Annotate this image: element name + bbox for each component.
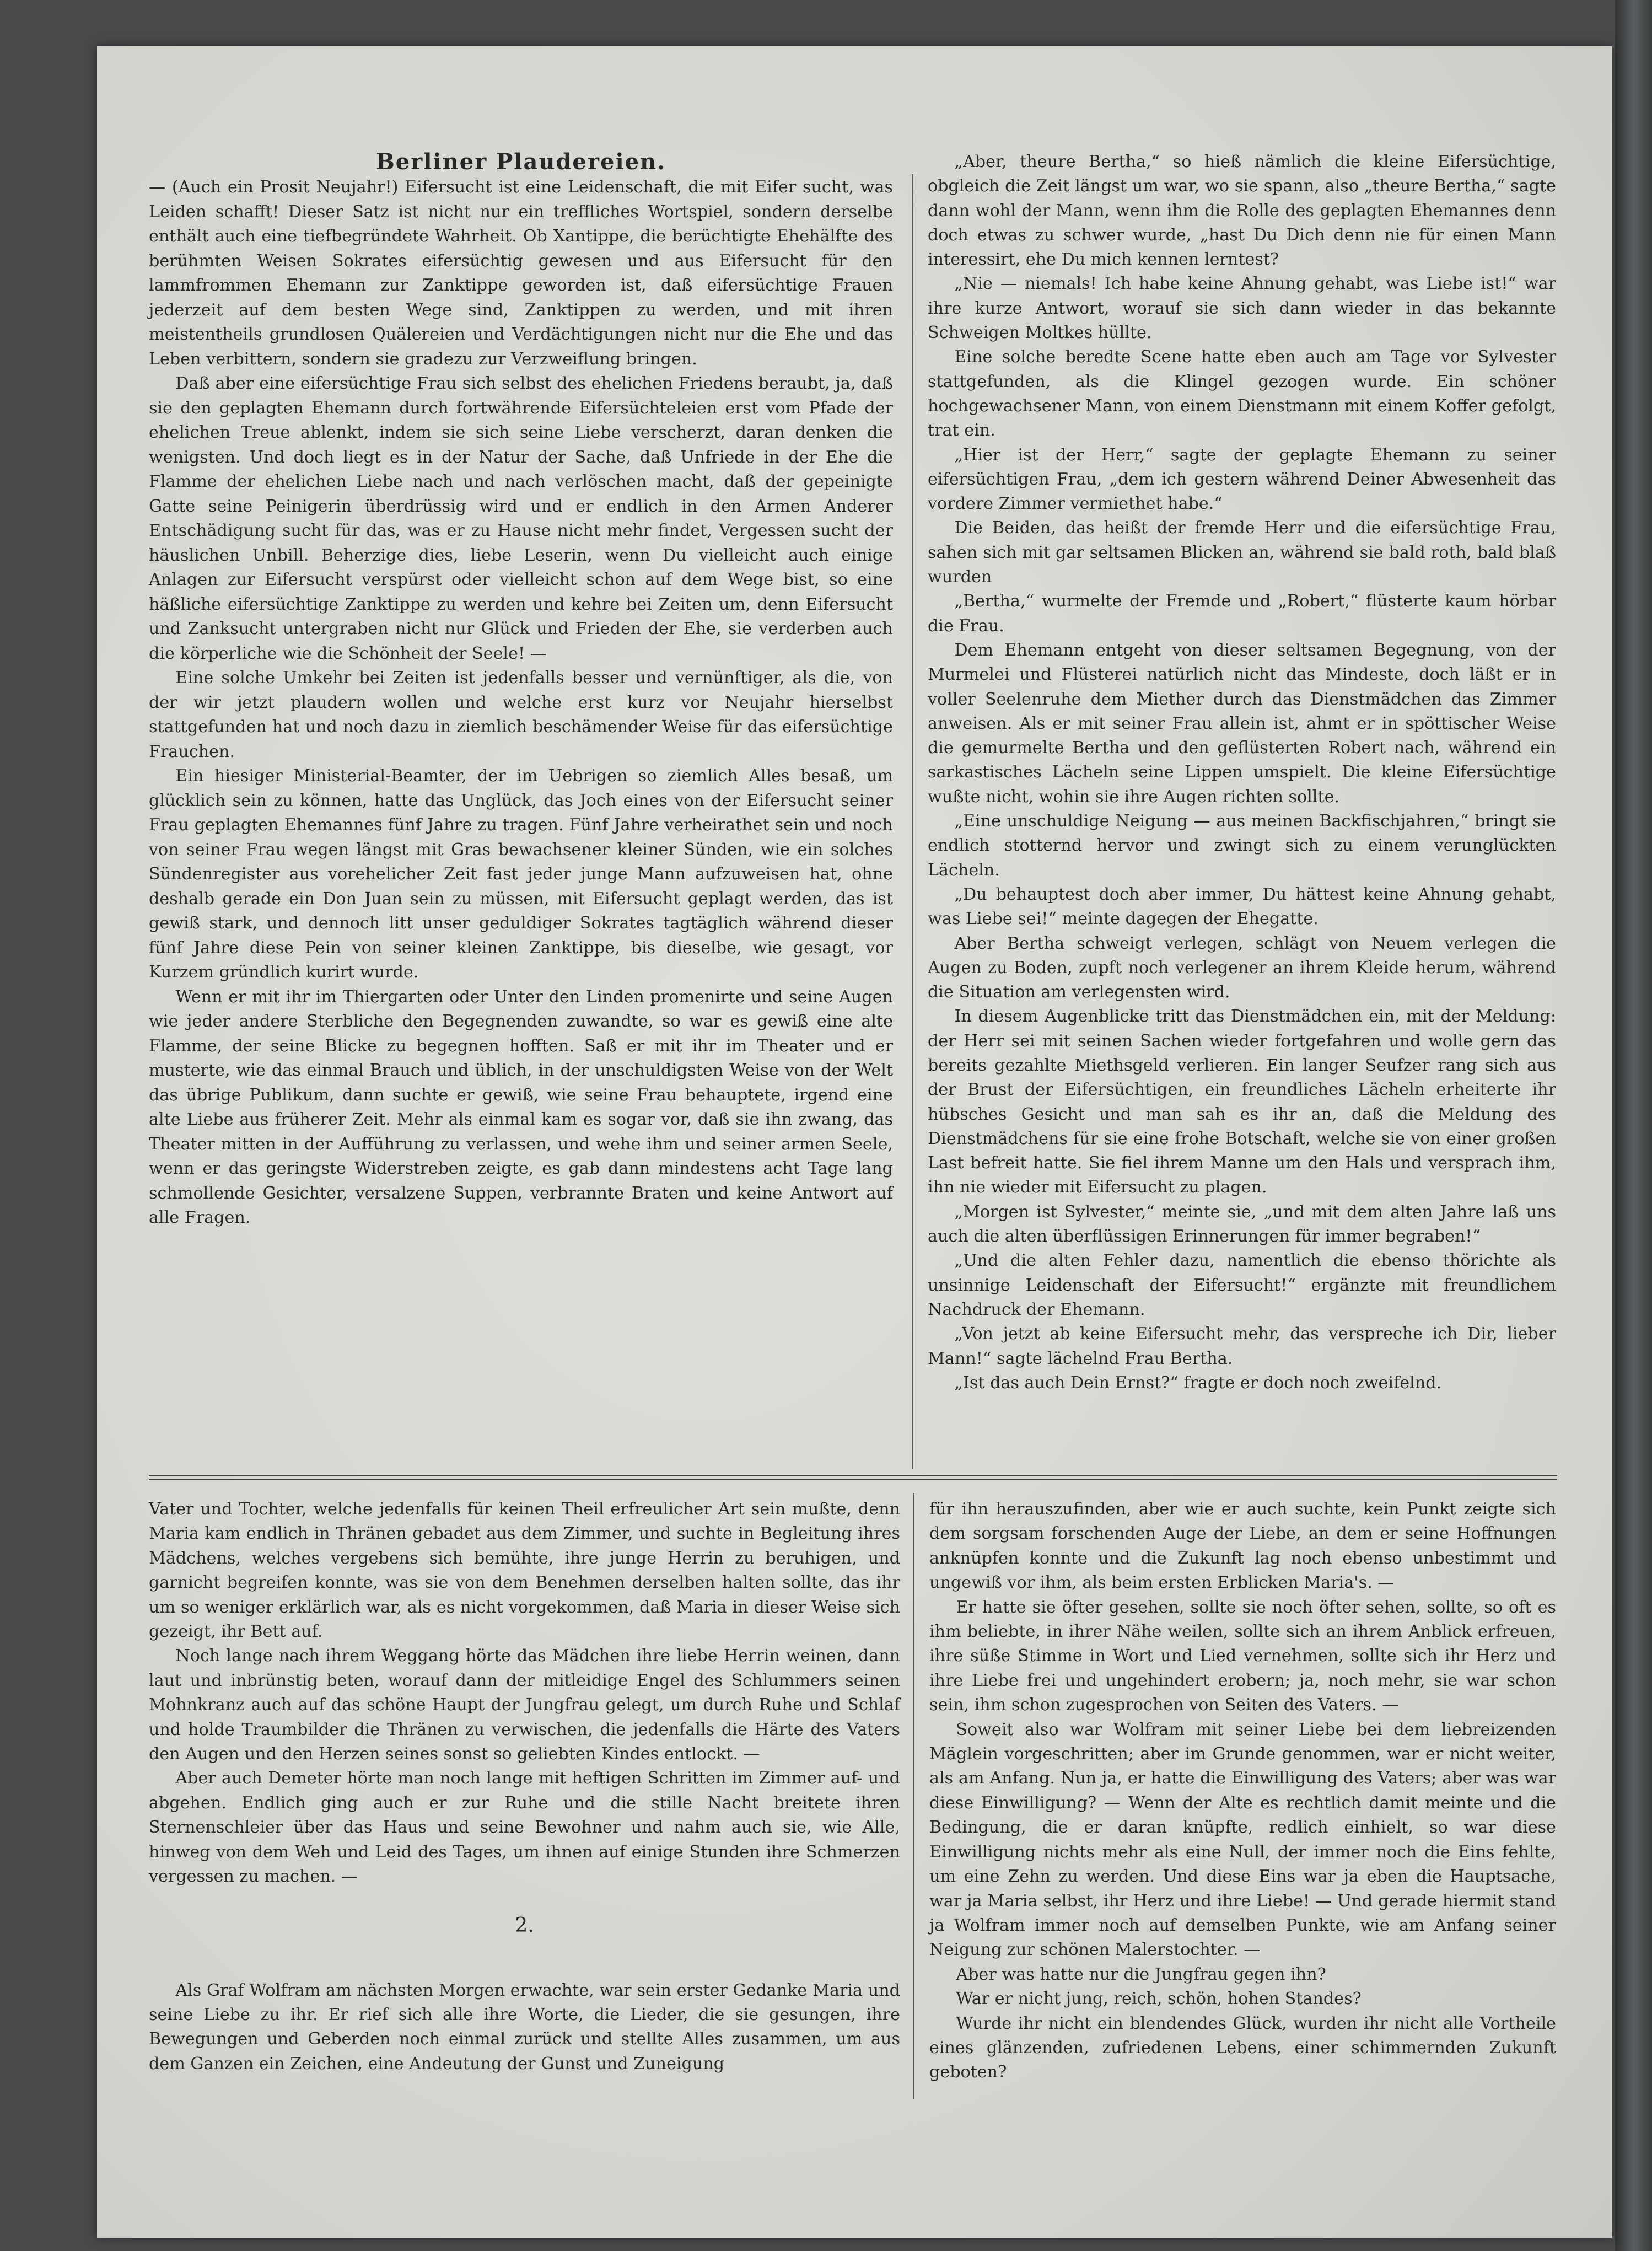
section-separator-rule xyxy=(149,1475,1557,1480)
paragraph: Vater und Tochter, welche jedenfalls für keinen Theil erfreulicher Art sein mußte, denn Maria kam endlich in Thränen gebadet aus dem Zimmer, und suchte in Begleitung ihres Mädchens, welches vergebens sich bemühte, ihre junge Herrin zu beruhigen, und garnicht begreifen konnte, was sie von dem Benehmen derselben halten sollte, das ihr um so weniger erklärlich war, als es nicht vorgekommen, daß Maria in dieser Weise sich gezeigt, ihr Bett auf. xyxy=(149,1500,900,1642)
paragraph: „Und die alten Fehler dazu, namentlich die ebenso thörichte als unsinnige Leidenschaft der Eifersucht!“ ergänzte mit freundlichem Nachdruck der Ehemann. xyxy=(928,1251,1556,1319)
paragraph: Aber Bertha schweigt verlegen, schlägt von Neuem verlegen die Augen zu Boden, zupft noch verlegener an ihrem Kleide herum, während die Situation am verlegensten wird. xyxy=(928,933,1556,1002)
lower-left-column xyxy=(149,1497,900,2076)
paragraph: „Ist das auch Dein Ernst?“ fragte er doch noch zweifelnd. xyxy=(954,1373,1442,1393)
paragraph: „Aber, theure Bertha,“ so hieß nämlich die kleine Eifersüchtige, obgleich die Zeit längst um war, wo sie spann, also „theure Bertha,“ sagte dann wohl der Mann, wenn ihm die Rolle des geplagten Ehemannes denn doch etwas zu schwer wurde, „hast Du Dich denn nie für einen Mann interessirt, ehe Du mich kennen lerntest? xyxy=(928,152,1556,270)
paragraph: Daß aber eine eifersüchtige Frau sich selbst des ehelichen Friedens beraubt, ja, daß sie den geplagten Ehemann durch fortwährende Eifersüchteleien erst vom Pfade der ehelichen Treue ablenkt, indem sie sich seine Liebe verscherzt, daran denken die wenigsten. Und doch liegt es in der Natur der Sache, daß Unfriede in der Ehe die Flamme der ehelichen Liebe nach und nach verlöschen macht, daß der gepeinigte Gatte seine Peinigerin überdrüssig wird und er endlich in den Armen Anderer Entschädigung sucht für das, was er zu Hause nicht mehr findet, Vergessen sucht der häuslichen Unbill. Beherzige dies, liebe Leserin, wenn Du vielleicht auch einige Anlagen zur Eifersucht verspürst oder vielleicht schon auf dem Wege bist, so eine häßliche eifersüchtige Zanktippe zu werden und kehre bei Zeiten um, denn Eifersucht und Zanksucht untergraben nicht nur Glück und Frieden der Ehe, sie verderben auch die körperliche wie die Schönheit der Seele! — xyxy=(149,374,893,663)
paragraph: Dem Ehemann entgeht von dieser seltsamen Begegnung, von der Murmelei und Flüsterei natürlich nicht das Mindeste, doch läßt er in voller Seelenruhe dem Miether durch das Dienstmädchen das Zimmer anweisen. Als er mit seiner Frau allein ist, ahmt er in spöttischer Weise die gemurmelte Bertha und den geflüsterten Robert nach, während ein sarkastisches Lächeln seine Lippen umspielt. Die kleine Eifersüchtige wußte nicht, wohin sie ihre Augen richten sollte. xyxy=(928,640,1556,807)
article-title: Berliner Plaudereien. xyxy=(375,149,666,175)
paragraph: Eine solche beredte Scene hatte eben auch am Tage vor Sylvester stattgefunden, als die Klingel gezogen wurde. Ein schöner hochgewachsener Mann, von einem Dienstmann mit einem Koffer gefolgt, trat ein. xyxy=(928,347,1556,440)
paragraph: „Nie — niemals! Ich habe keine Ahnung gehabt, was Liebe ist!“ war ihre kurze Antwort, worauf sie sich dann wieder in das bekannte Schweigen Moltkes hüllte. xyxy=(928,274,1556,343)
scanner-background-edge xyxy=(1615,0,1652,2251)
paragraph: Er hatte sie öfter gesehen, sollte sie noch öfter sehen, sollte, so oft es ihm beliebte, in ihrer Nähe weilen, sollte sich an ihrem Anblick erfreuen, ihre süße Stimme in Wort und Lied vernehmen, sollte sich ihr Herz und ihre Liebe frei und ungehindert erobern; ja, noch mehr, sie war schon sein, ihm schon zugesprochen von Seiten des Vaters. — xyxy=(929,1597,1556,1715)
paragraph: Noch lange nach ihrem Weggang hörte das Mädchen ihre liebe Herrin weinen, dann laut und inbrünstig beten, worauf dann der mitleidige Engel des Schlummers seinen Mohnkranz auch auf das schöne Haupt der Jungfrau gelegt, um durch Ruhe und Schlaf und holde Traumbilder die Thränen zu verwischen, die jedenfalls die Härte des Vaters den Augen und den Herzen seines sonst so geliebten Kindes entlockt. — xyxy=(149,1646,900,1764)
paragraph: „Du behauptest doch aber immer, Du hättest keine Ahnung gehabt, was Liebe sei!“ meinte dagegen der Ehegatte. xyxy=(928,884,1556,929)
paragraph: Soweit also war Wolfram mit seiner Liebe bei dem liebreizenden Mäglein vorgeschritten; aber im Grunde genommen, war er nicht weiter, als am Anfang. Nun ja, er hatte die Einwilligung des Vaters; aber was war diese Einwilligung? — Wenn der Alte es rechtlich damit meinte und die Bedingung, die er daran knüpfte, redlich einhielt, so war diese Einwilligung nichts mehr als eine Null, der immer noch die Eins fehlte, um eine Zehn zu werden. Und diese Eins war ja eben die Hauptsache, war ja Maria selbst, ihr Herz und ihre Liebe! — Und gerade hiermit stand ja Wolfram immer noch auf demselben Punkte, wie am Anfang seiner Neigung zur schönen Malerstochter. — xyxy=(929,1720,1556,1960)
paragraph: „Morgen ist Sylvester,“ meinte sie, „und mit dem alten Jahre laß uns auch die alten überflüssigen Erinnerungen für immer begraben!“ xyxy=(928,1202,1556,1247)
paragraph: „Eine unschuldige Neigung — aus meinen Backfischjahren,“ bringt sie endlich stotternd hervor und zwingt sich zu einem verunglückten Lächeln. xyxy=(928,812,1556,880)
paragraph: „Von jetzt ab keine Eifersucht mehr, das verspreche ich Dir, lieber Mann!“ sagte lächelnd Frau Bertha. xyxy=(928,1324,1556,1368)
lower-right-column xyxy=(929,1497,1556,2085)
paragraph: Wurde ihr nicht ein blendendes Glück, wurden ihr nicht alle Vortheile eines glänzenden, zufriedenen Lebens, einer schimmernden Zukunft geboten? xyxy=(929,2013,1556,2082)
paragraph: für ihn herauszufinden, aber wie er auch suchte, kein Punkt zeigte sich dem sorgsam forschenden Auge der Liebe, an dem er seine Hoffnungen anknüpfen konnte und die Zukunft lag noch ebenso unbestimmt und ungewiß vor ihm, als beim ersten Erblicken Maria's. — xyxy=(929,1500,1556,1593)
paragraph: Wenn er mit ihr im Thiergarten oder Unter den Linden promenirte und seine Augen wie jeder andere Sterbliche den Begegnenden zuwandte, so war es gewiß eine alte Flamme, der seine Blicke zu begegnen hofften. Saß er mit ihr im Theater und er musterte, wie das einmal Brauch und üblich, in der unschuldigsten Weise von der Welt das übrige Publikum, dann suchte er gewiß, wie seine Frau behauptete, irgend eine alte Liebe aus früherer Zeit. Mehr als einmal kam es sogar vor, daß sie ihn zwang, das Theater mitten in der Aufführung zu verlassen, und wehe ihm und seiner armen Seele, wenn er das geringste Widerstreben zeigte, es gab dann mindestens acht Tage lang schmollende Gesichter, versalzene Suppen, verbrannte Braten und keine Antwort auf alle Fragen. xyxy=(149,987,893,1227)
paragraph: War er nicht jung, reich, schön, hohen Standes? xyxy=(956,1989,1362,2009)
paragraph: Als Graf Wolfram am nächsten Morgen erwachte, war sein erster Gedanke Maria und seine Liebe zu ihr. Er rief sich alle ihre Worte, die Lieder, die sie gesungen, ihre Bewegungen und Geberden noch einmal zurück und stellte Alles zusammen, um aus dem Ganzen ein Zeichen, eine Andeutung der Gunst und Zuneigung xyxy=(149,1980,900,2073)
paragraph: „Bertha,“ wurmelte der Fremde und „Robert,“ flüsterte kaum hörbar die Frau. xyxy=(928,592,1556,636)
upper-right-column xyxy=(928,150,1556,1395)
column-divider-upper xyxy=(912,174,913,1469)
column-divider-lower xyxy=(913,1493,914,2099)
paragraph: In diesem Augenblicke tritt das Dienstmädchen ein, mit der Meldung: der Herr sei mit seinen Sachen wieder fortgefahren und wolle gern das bereits gezahlte Miethsgeld verlieren. Ein langer Seufzer rang sich aus der Brust der Eifersüchtigen, ein freundliches Lächeln erheiterte ihr hübsches Gesicht und man sah es ihr an, daß die Meldung des Dienstmädchens für sie eine frohe Botschaft, welche sie von einer großen Last befreit hatte. Sie fiel ihrem Manne um den Hals und versprach ihm, ihn nie wieder mit Eifersucht zu plagen. xyxy=(928,1007,1556,1197)
paragraph: Aber auch Demeter hörte man noch lange mit heftigen Schritten im Zimmer auf- und abgehen. Endlich ging auch er zur Ruhe und die stille Nacht breitete ihren Sternenschleier über das Haus und seine Bewohner und nahm auch sie, wie Alle, hinweg von dem Weh und Leid des Tages, um ihnen auf einige Stunden ihre Schmerzen vergessen zu machen. — xyxy=(149,1769,900,1887)
paragraph: — (Auch ein Prosit Neujahr!) Eifersucht ist eine Leidenschaft, die mit Eifer sucht, was Leiden schafft! Dieser Satz ist nicht nur ein treffliches Wortspiel, sondern derselbe enthält auch eine tiefbegründete Wahrheit. Ob Xantippe, die berüchtigte Ehehälfte des berühmten Weisen Sokrates eifersüchtig gewesen und aus Eifersucht für den lammfrommen Ehemann zur Zanktippe geworden ist, daß eifersüchtige Frauen jederzeit auf dem besten Wege sind, Zanktippen zu werden, und mit ihren meistentheils grundlosen Quälereien und Verdächtigungen nicht nur die Ehe und das Leben verbittern, sondern sie gradezu zur Verzweiflung bringen. xyxy=(149,178,893,369)
upper-left-column xyxy=(149,150,893,1231)
chapter-number: 2. xyxy=(515,1914,534,1937)
paragraph: Die Beiden, das heißt der fremde Herr und die eifersüchtige Frau, sahen sich mit gar seltsamen Blicken an, während sie bald roth, bald blaß wurden xyxy=(928,518,1556,587)
paragraph: Aber was hatte nur die Jungfrau gegen ihn? xyxy=(956,1964,1326,1984)
paragraph: Ein hiesiger Ministerial-Beamter, der im Uebrigen so ziemlich Alles besaß, um glücklich sein zu können, hatte das Unglück, das Joch eines von der Eifersucht seiner Frau geplagten Ehemannes fünf Jahre zu tragen. Fünf Jahre verheirathet sein und noch von seiner Frau wegen längst mit Gras bewachsener kleiner Sünden, wie ein solches Sündenregister aus vorehelicher Zeit fast jeder junge Mann aufzuweisen hat, ohne deshalb gerade ein Don Juan sein zu müssen, mit Eifersucht geplagt werden, das ist gewiß stark, und dennoch litt unser geduldiger Sokrates tagtäglich während dieser fünf Jahre diese Pein von seiner kleinen Zanktippe, bis dieselbe, wie gesagt, vor Kurzem gründlich kurirt wurde. xyxy=(149,766,893,982)
paragraph: „Hier ist der Herr,“ sagte der geplagte Ehemann zu seiner eifersüchtigen Frau, „dem ich gestern während Deiner Abwesenheit das vordere Zimmer vermiethet habe.“ xyxy=(928,445,1556,514)
paragraph: Eine solche Umkehr bei Zeiten ist jedenfalls besser und vernünftiger, als die, von der wir jetzt plaudern wollen und welche erst kurz vor Neujahr hierselbst stattgefunden hat und noch dazu in ziemlich beschämender Weise für das eifersüchtige Frauchen. xyxy=(149,668,893,761)
